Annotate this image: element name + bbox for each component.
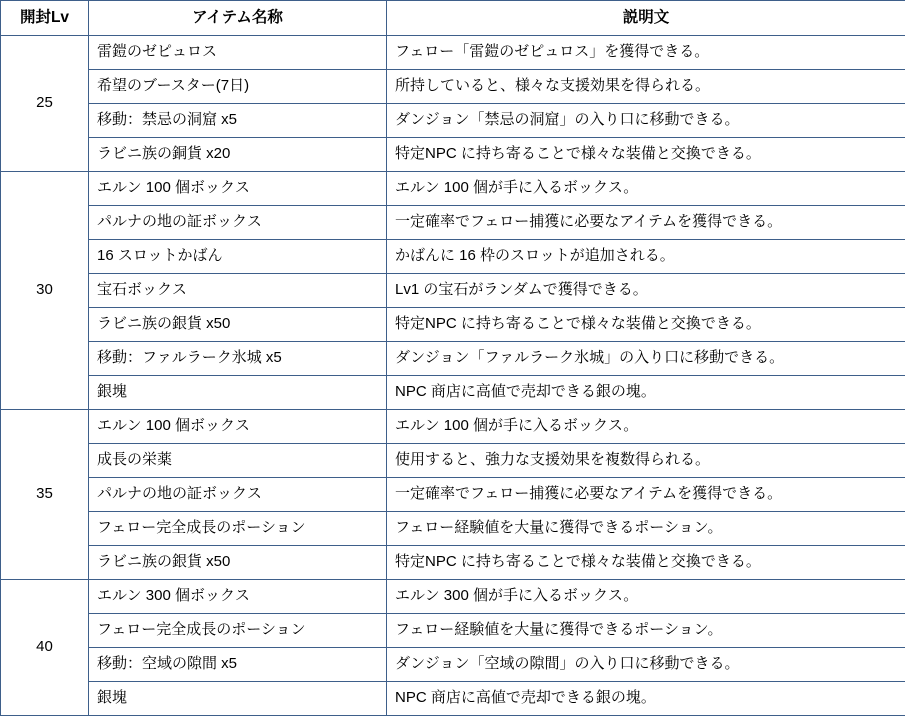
item-description-cell: 一定確率でフェロー捕獲に必要なアイテムを獲得できる。: [387, 478, 905, 512]
item-description-cell: エルン 100 個が手に入るボックス。: [387, 172, 905, 206]
item-description-cell: エルン 300 個が手に入るボックス。: [387, 580, 905, 614]
item-name-cell: 希望のブースター(7日): [89, 70, 387, 104]
item-name-cell: ラビニ族の銅貨 x20: [89, 138, 387, 172]
item-name-cell: ラビニ族の銀貨 x50: [89, 308, 387, 342]
item-description-cell: 特定NPC に持ち寄ることで様々な装備と交換できる。: [387, 308, 905, 342]
table-row: [1, 376, 905, 410]
item-description-cell: 使用すると、強力な支援効果を複数得られる。: [387, 444, 905, 478]
item-name-cell: パルナの地の証ボックス: [89, 478, 387, 512]
item-name-cell: 成長の栄薬: [89, 444, 387, 478]
table-row: [1, 478, 905, 512]
item-description-cell: ダンジョン「空域の隙間」の入り口に移動できる。: [387, 648, 905, 682]
level-cell: 35: [1, 410, 89, 580]
item-name-cell: 宝石ボックス: [89, 274, 387, 308]
table-row: [1, 512, 905, 546]
item-description-cell: NPC 商店に高値で売却できる銀の塊。: [387, 682, 905, 716]
table-row: [1, 410, 905, 444]
table-header: [1, 1, 905, 36]
level-cell: 40: [1, 580, 89, 716]
table-row: [1, 104, 905, 138]
table-row: [1, 172, 905, 206]
item-description-cell: ダンジョン「ファルラーク氷城」の入り口に移動できる。: [387, 342, 905, 376]
item-description-cell: NPC 商店に高値で売却できる銀の塊。: [387, 376, 905, 410]
item-description-cell: 特定NPC に持ち寄ることで様々な装備と交換できる。: [387, 546, 905, 580]
item-description-cell: フェロー経験値を大量に獲得できるポーション。: [387, 512, 905, 546]
item-name-cell: 銀塊: [89, 376, 387, 410]
table-row: [1, 444, 905, 478]
level-cell: 30: [1, 172, 89, 410]
item-description-cell: フェロー経験値を大量に獲得できるポーション。: [387, 614, 905, 648]
column-header-item: アイテム名称: [89, 1, 387, 36]
item-description-cell: フェロー「雷鎧のゼピュロス」を獲得できる。: [387, 36, 905, 70]
item-name-cell: 雷鎧のゼピュロス: [89, 36, 387, 70]
table-row: [1, 240, 905, 274]
item-name-cell: 16 スロットかばん: [89, 240, 387, 274]
item-description-cell: Lv1 の宝石がランダムで獲得できる。: [387, 274, 905, 308]
item-name-cell: エルン 300 個ボックス: [89, 580, 387, 614]
table-row: [1, 342, 905, 376]
item-name-cell: 銀塊: [89, 682, 387, 716]
table-row: [1, 580, 905, 614]
column-header-level: 開封Lv: [1, 1, 89, 36]
item-description-cell: 特定NPC に持ち寄ることで様々な装備と交換できる。: [387, 138, 905, 172]
table-row: [1, 138, 905, 172]
level-cell: 25: [1, 36, 89, 172]
item-description-cell: 所持していると、様々な支援効果を得られる。: [387, 70, 905, 104]
table-body: [1, 36, 905, 716]
item-description-cell: エルン 100 個が手に入るボックス。: [387, 410, 905, 444]
item-name-cell: エルン 100 個ボックス: [89, 172, 387, 206]
item-description-cell: 一定確率でフェロー捕獲に必要なアイテムを獲得できる。: [387, 206, 905, 240]
item-name-cell: ラビニ族の銀貨 x50: [89, 546, 387, 580]
table-row: [1, 70, 905, 104]
table-row: [1, 614, 905, 648]
table-row: [1, 206, 905, 240]
table-row: [1, 274, 905, 308]
item-name-cell: フェロー完全成長のポーション: [89, 614, 387, 648]
table-row: [1, 648, 905, 682]
item-name-cell: エルン 100 個ボックス: [89, 410, 387, 444]
table-row: [1, 546, 905, 580]
table-row: [1, 308, 905, 342]
item-name-cell: 移動：禁忌の洞窟 x5: [89, 104, 387, 138]
item-name-cell: パルナの地の証ボックス: [89, 206, 387, 240]
item-description-cell: ダンジョン「禁忌の洞窟」の入り口に移動できる。: [387, 104, 905, 138]
column-header-description: 説明文: [387, 1, 905, 36]
table-row: [1, 682, 905, 716]
item-name-cell: 移動：ファルラーク氷城 x5: [89, 342, 387, 376]
header-row: [1, 1, 905, 36]
table-row: [1, 36, 905, 70]
item-description-cell: かばんに 16 枠のスロットが追加される。: [387, 240, 905, 274]
item-name-cell: フェロー完全成長のポーション: [89, 512, 387, 546]
item-name-cell: 移動：空域の隙間 x5: [89, 648, 387, 682]
